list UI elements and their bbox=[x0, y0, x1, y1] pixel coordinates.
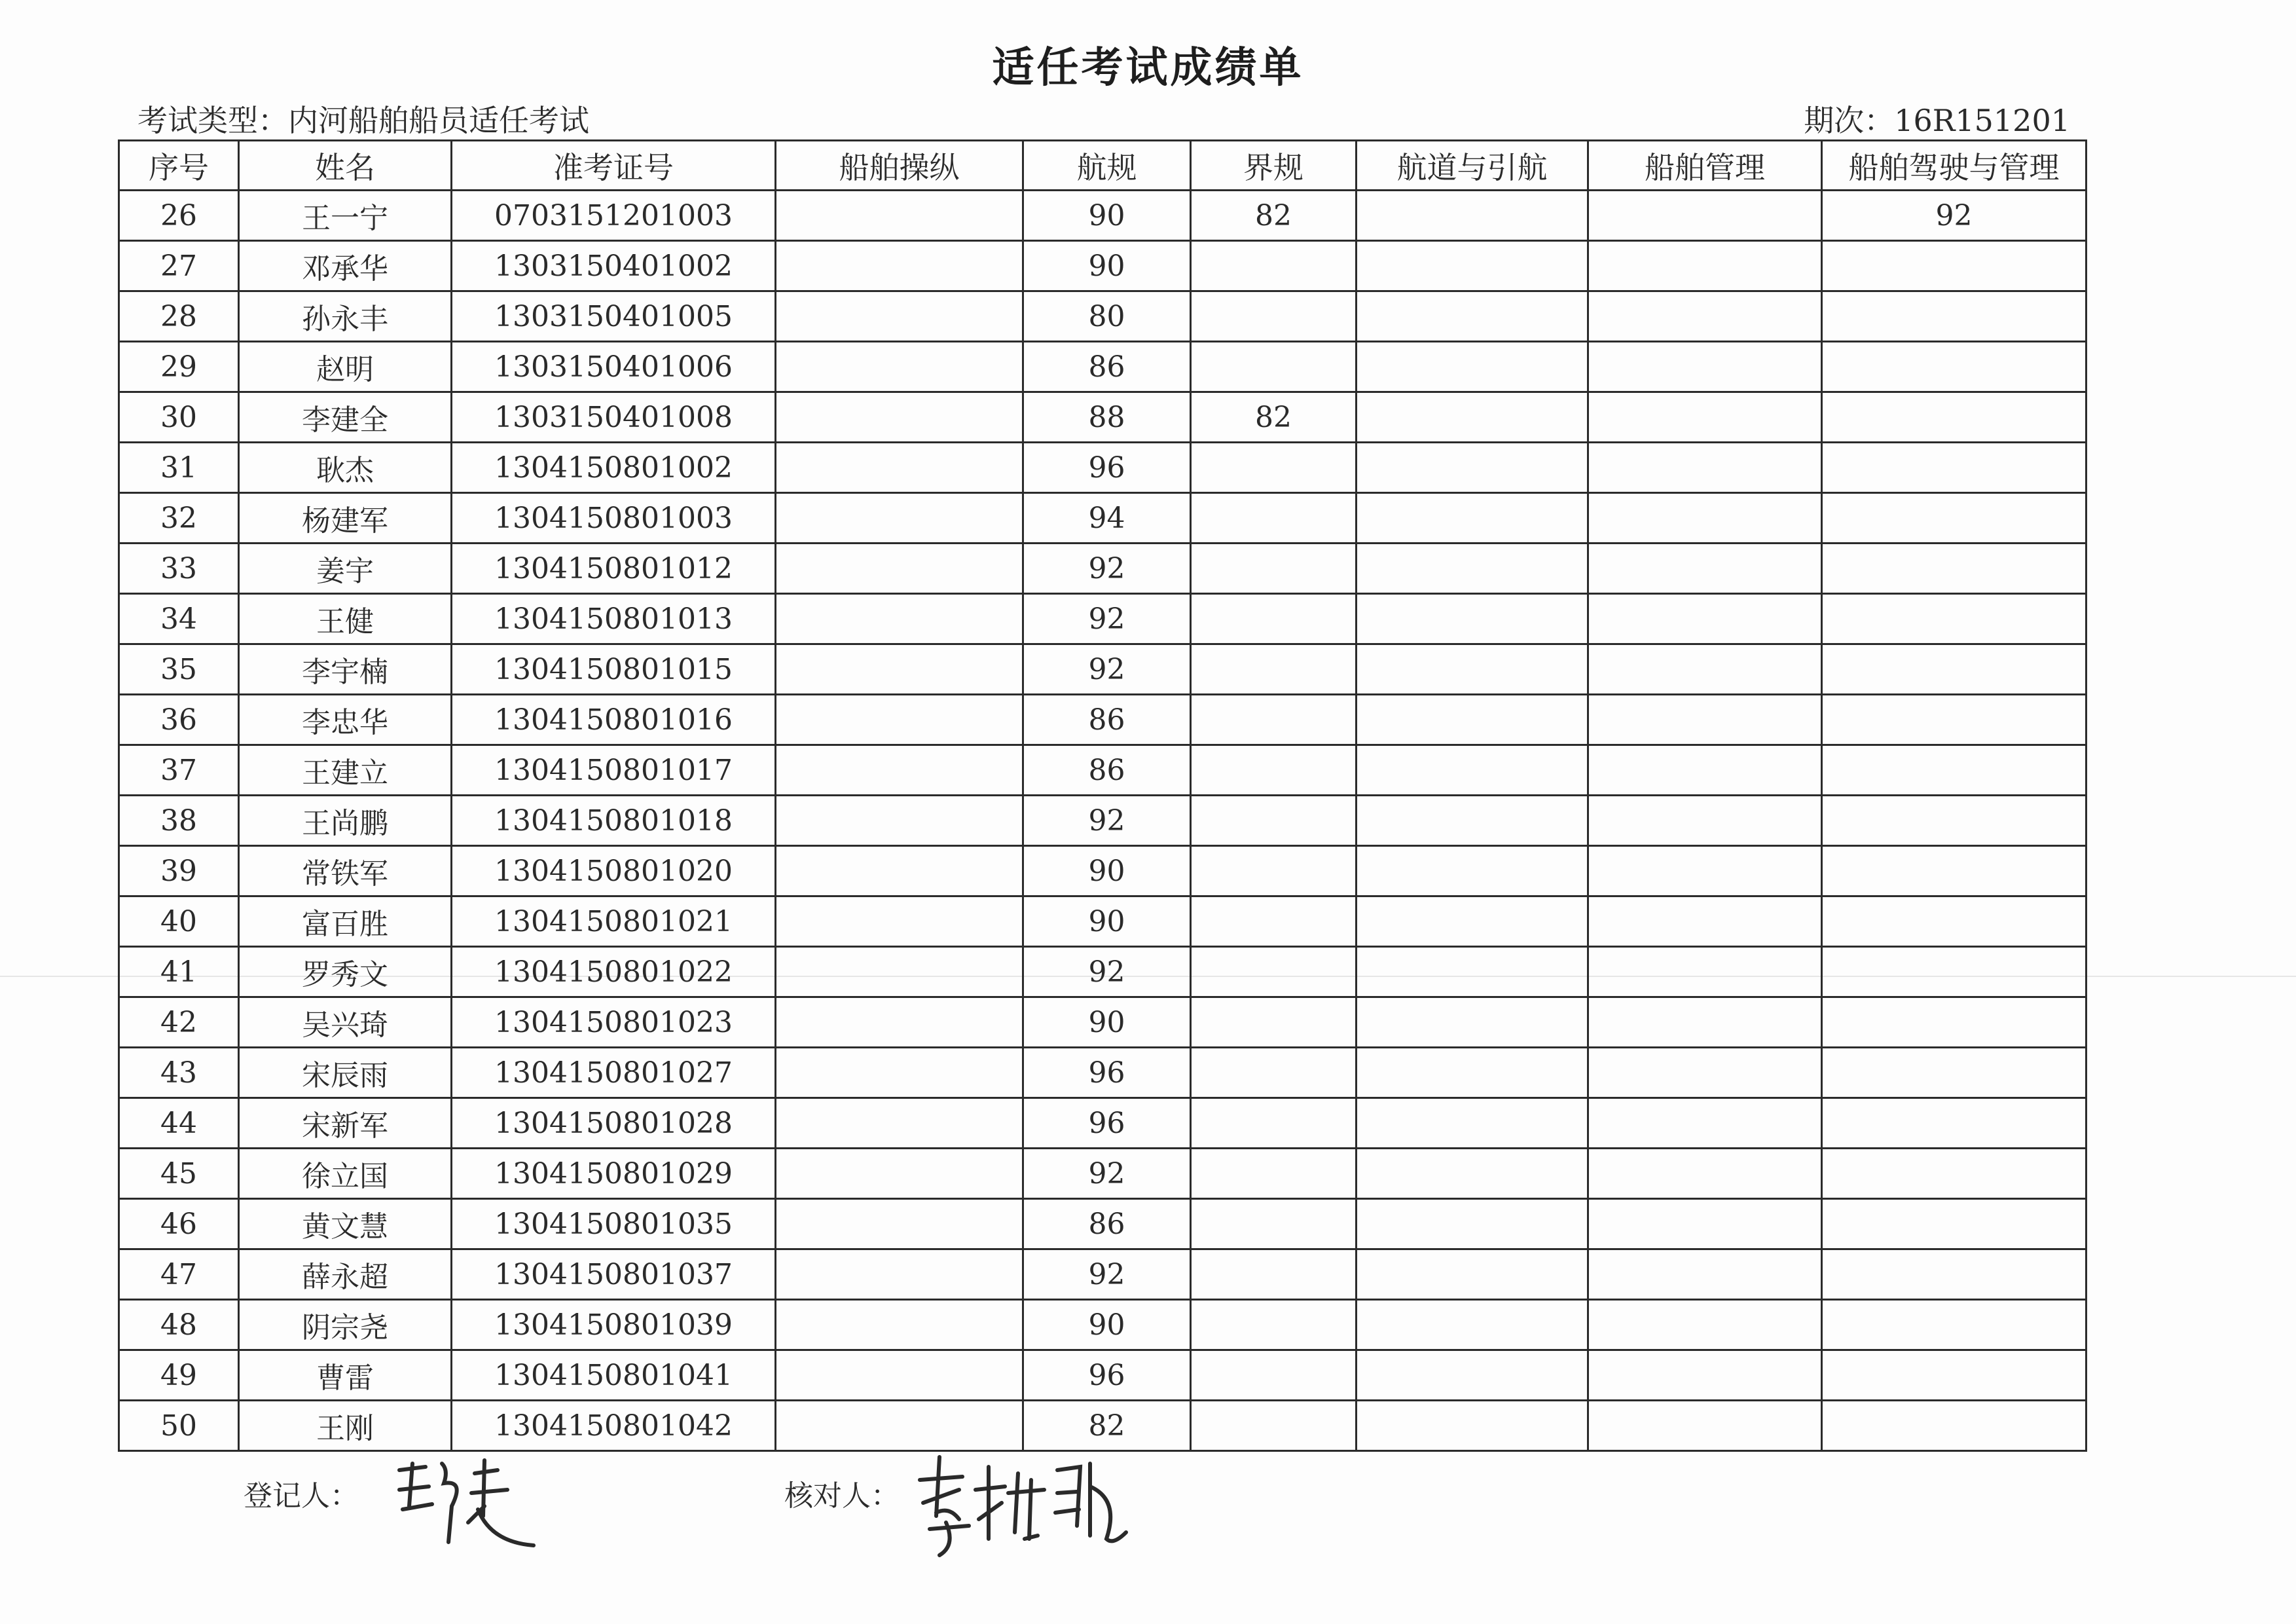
table-row bbox=[119, 644, 2086, 695]
cell-ship-handling bbox=[776, 594, 1023, 644]
cell-ticket: 1304150801020 bbox=[452, 846, 776, 896]
cell-ship-handling bbox=[776, 644, 1023, 695]
cell-ticket: 1303150401006 bbox=[452, 342, 776, 392]
cell-boundary-rules bbox=[1191, 896, 1357, 947]
cell-driving-management bbox=[1822, 1048, 2086, 1098]
cell-nav-rules: 92 bbox=[1023, 796, 1191, 846]
cell-seq: 34 bbox=[119, 594, 239, 644]
cell-channel-pilotage bbox=[1357, 1149, 1588, 1199]
cell-seq: 26 bbox=[119, 191, 239, 241]
cell-boundary-rules bbox=[1191, 1249, 1357, 1300]
cell-seq: 37 bbox=[119, 745, 239, 796]
cell-seq: 38 bbox=[119, 796, 239, 846]
col-header-name: 姓名 bbox=[239, 141, 452, 191]
cell-channel-pilotage bbox=[1357, 1249, 1588, 1300]
cell-boundary-rules bbox=[1191, 1300, 1357, 1350]
cell-nav-rules: 92 bbox=[1023, 1249, 1191, 1300]
cell-driving-management bbox=[1822, 1300, 2086, 1350]
cell-ship-management bbox=[1588, 1401, 1822, 1451]
cell-driving-management bbox=[1822, 594, 2086, 644]
cell-boundary-rules bbox=[1191, 1350, 1357, 1401]
cell-ship-handling bbox=[776, 392, 1023, 443]
cell-ship-management bbox=[1588, 493, 1822, 544]
table-row bbox=[119, 745, 2086, 796]
cell-name: 杨建军 bbox=[239, 493, 452, 544]
exam-type: 考试类型：内河船舶船员适任考试 bbox=[137, 103, 589, 138]
cell-driving-management bbox=[1822, 1401, 2086, 1451]
cell-driving-management bbox=[1822, 392, 2086, 443]
table-row bbox=[119, 947, 2086, 997]
col-header-boundary-rules: 界规 bbox=[1191, 141, 1357, 191]
table-row bbox=[119, 544, 2086, 594]
cell-boundary-rules bbox=[1191, 1098, 1357, 1149]
document-title: 适任考试成绩单 bbox=[992, 43, 1304, 92]
cell-boundary-rules bbox=[1191, 241, 1357, 291]
cell-ship-handling bbox=[776, 1350, 1023, 1401]
cell-driving-management bbox=[1822, 1199, 2086, 1249]
registrar-label: 登记人： bbox=[244, 1479, 359, 1513]
cell-seq: 42 bbox=[119, 997, 239, 1048]
cell-driving-management: 92 bbox=[1822, 191, 2086, 241]
cell-channel-pilotage bbox=[1357, 644, 1588, 695]
cell-channel-pilotage bbox=[1357, 846, 1588, 896]
cell-nav-rules: 96 bbox=[1023, 1098, 1191, 1149]
cell-name: 黄文慧 bbox=[239, 1199, 452, 1249]
cell-channel-pilotage bbox=[1357, 1300, 1588, 1350]
cell-driving-management bbox=[1822, 896, 2086, 947]
cell-nav-rules: 96 bbox=[1023, 1350, 1191, 1401]
cell-driving-management bbox=[1822, 1098, 2086, 1149]
cell-driving-management bbox=[1822, 947, 2086, 997]
cell-ship-handling bbox=[776, 1149, 1023, 1199]
cell-driving-management bbox=[1822, 644, 2086, 695]
cell-boundary-rules bbox=[1191, 997, 1357, 1048]
checker-label: 核对人： bbox=[784, 1479, 900, 1513]
cell-ship-management bbox=[1588, 695, 1822, 745]
table-row bbox=[119, 493, 2086, 544]
cell-channel-pilotage bbox=[1357, 695, 1588, 745]
cell-name: 薛永超 bbox=[239, 1249, 452, 1300]
cell-nav-rules: 86 bbox=[1023, 1199, 1191, 1249]
cell-name: 耿杰 bbox=[239, 443, 452, 493]
cell-name: 王建立 bbox=[239, 745, 452, 796]
cell-ticket: 1304150801013 bbox=[452, 594, 776, 644]
cell-nav-rules: 94 bbox=[1023, 493, 1191, 544]
cell-ship-management bbox=[1588, 544, 1822, 594]
cell-seq: 50 bbox=[119, 1401, 239, 1451]
cell-channel-pilotage bbox=[1357, 745, 1588, 796]
cell-driving-management bbox=[1822, 1149, 2086, 1199]
cell-name: 王一宁 bbox=[239, 191, 452, 241]
cell-ship-management bbox=[1588, 191, 1822, 241]
cell-boundary-rules bbox=[1191, 291, 1357, 342]
cell-ship-handling bbox=[776, 1300, 1023, 1350]
cell-ship-handling bbox=[776, 544, 1023, 594]
cell-nav-rules: 86 bbox=[1023, 745, 1191, 796]
cell-name: 孙永丰 bbox=[239, 291, 452, 342]
cell-ship-management bbox=[1588, 947, 1822, 997]
cell-ship-handling bbox=[776, 1199, 1023, 1249]
cell-ship-handling bbox=[776, 342, 1023, 392]
table-row bbox=[119, 1199, 2086, 1249]
cell-seq: 39 bbox=[119, 846, 239, 896]
col-header-driving-management: 船舶驾驶与管理 bbox=[1822, 141, 2086, 191]
cell-boundary-rules bbox=[1191, 1048, 1357, 1098]
cell-channel-pilotage bbox=[1357, 997, 1588, 1048]
cell-seq: 47 bbox=[119, 1249, 239, 1300]
cell-ticket: 1304150801012 bbox=[452, 544, 776, 594]
cell-name: 王健 bbox=[239, 594, 452, 644]
cell-ticket: 1304150801021 bbox=[452, 896, 776, 947]
cell-boundary-rules bbox=[1191, 1401, 1357, 1451]
cell-seq: 36 bbox=[119, 695, 239, 745]
cell-channel-pilotage bbox=[1357, 191, 1588, 241]
col-header-ship-handling: 船舶操纵 bbox=[776, 141, 1023, 191]
cell-seq: 41 bbox=[119, 947, 239, 997]
cell-nav-rules: 86 bbox=[1023, 695, 1191, 745]
cell-name: 阴宗尧 bbox=[239, 1300, 452, 1350]
cell-nav-rules: 90 bbox=[1023, 191, 1191, 241]
cell-ship-management bbox=[1588, 1098, 1822, 1149]
cell-ship-handling bbox=[776, 241, 1023, 291]
cell-channel-pilotage bbox=[1357, 1401, 1588, 1451]
table-header-row bbox=[119, 141, 2086, 191]
cell-ship-management bbox=[1588, 745, 1822, 796]
cell-ticket: 1304150801029 bbox=[452, 1149, 776, 1199]
cell-channel-pilotage bbox=[1357, 594, 1588, 644]
cell-ship-management bbox=[1588, 1149, 1822, 1199]
cell-ticket: 1304150801002 bbox=[452, 443, 776, 493]
col-header-nav-rules: 航规 bbox=[1023, 141, 1191, 191]
cell-ship-handling bbox=[776, 1249, 1023, 1300]
cell-ship-management bbox=[1588, 796, 1822, 846]
cell-boundary-rules bbox=[1191, 846, 1357, 896]
cell-seq: 35 bbox=[119, 644, 239, 695]
cell-ship-handling bbox=[776, 291, 1023, 342]
cell-boundary-rules bbox=[1191, 947, 1357, 997]
cell-driving-management bbox=[1822, 1350, 2086, 1401]
table-body bbox=[119, 191, 2086, 1451]
cell-channel-pilotage bbox=[1357, 796, 1588, 846]
cell-name: 李忠华 bbox=[239, 695, 452, 745]
cell-channel-pilotage bbox=[1357, 392, 1588, 443]
cell-ticket: 1303150401005 bbox=[452, 291, 776, 342]
cell-ticket: 1304150801017 bbox=[452, 745, 776, 796]
cell-boundary-rules bbox=[1191, 644, 1357, 695]
cell-name: 李宇楠 bbox=[239, 644, 452, 695]
cell-boundary-rules bbox=[1191, 443, 1357, 493]
cell-ticket: 1304150801041 bbox=[452, 1350, 776, 1401]
cell-ship-management bbox=[1588, 896, 1822, 947]
cell-seq: 48 bbox=[119, 1300, 239, 1350]
cell-channel-pilotage bbox=[1357, 342, 1588, 392]
table-row bbox=[119, 594, 2086, 644]
table-row bbox=[119, 796, 2086, 846]
cell-channel-pilotage bbox=[1357, 493, 1588, 544]
cell-ship-management bbox=[1588, 1249, 1822, 1300]
cell-boundary-rules bbox=[1191, 695, 1357, 745]
exam-period: 期次：16R151201 bbox=[1804, 103, 2070, 138]
cell-name: 常铁军 bbox=[239, 846, 452, 896]
cell-name: 李建全 bbox=[239, 392, 452, 443]
cell-nav-rules: 96 bbox=[1023, 443, 1191, 493]
cell-nav-rules: 92 bbox=[1023, 947, 1191, 997]
cell-ship-handling bbox=[776, 191, 1023, 241]
cell-boundary-rules bbox=[1191, 594, 1357, 644]
cell-ship-management bbox=[1588, 291, 1822, 342]
cell-ticket: 1304150801028 bbox=[452, 1098, 776, 1149]
cell-channel-pilotage bbox=[1357, 896, 1588, 947]
table-row bbox=[119, 1350, 2086, 1401]
col-header-seq: 序号 bbox=[119, 141, 239, 191]
cell-nav-rules: 88 bbox=[1023, 392, 1191, 443]
cell-channel-pilotage bbox=[1357, 947, 1588, 997]
cell-boundary-rules bbox=[1191, 745, 1357, 796]
cell-ship-management bbox=[1588, 644, 1822, 695]
cell-ticket: 1304150801022 bbox=[452, 947, 776, 997]
cell-ship-management bbox=[1588, 392, 1822, 443]
cell-ticket: 1304150801018 bbox=[452, 796, 776, 846]
table-row bbox=[119, 1149, 2086, 1199]
cell-channel-pilotage bbox=[1357, 291, 1588, 342]
table-row bbox=[119, 191, 2086, 241]
cell-ship-management bbox=[1588, 594, 1822, 644]
cell-channel-pilotage bbox=[1357, 443, 1588, 493]
cell-nav-rules: 82 bbox=[1023, 1401, 1191, 1451]
cell-nav-rules: 92 bbox=[1023, 644, 1191, 695]
cell-driving-management bbox=[1822, 745, 2086, 796]
cell-ship-handling bbox=[776, 846, 1023, 896]
cell-name: 赵明 bbox=[239, 342, 452, 392]
cell-name: 宋新军 bbox=[239, 1098, 452, 1149]
cell-ship-handling bbox=[776, 493, 1023, 544]
cell-seq: 49 bbox=[119, 1350, 239, 1401]
cell-ship-handling bbox=[776, 947, 1023, 997]
score-table bbox=[118, 139, 2087, 1452]
cell-name: 王刚 bbox=[239, 1401, 452, 1451]
cell-seq: 28 bbox=[119, 291, 239, 342]
table-row bbox=[119, 1300, 2086, 1350]
registrar-signature bbox=[386, 1444, 543, 1562]
cell-driving-management bbox=[1822, 846, 2086, 896]
cell-driving-management bbox=[1822, 291, 2086, 342]
cell-channel-pilotage bbox=[1357, 241, 1588, 291]
cell-name: 王尚鹏 bbox=[239, 796, 452, 846]
cell-ship-management bbox=[1588, 1199, 1822, 1249]
cell-driving-management bbox=[1822, 493, 2086, 544]
cell-boundary-rules: 82 bbox=[1191, 392, 1357, 443]
cell-ship-management bbox=[1588, 997, 1822, 1048]
cell-ship-handling bbox=[776, 796, 1023, 846]
cell-driving-management bbox=[1822, 342, 2086, 392]
cell-boundary-rules bbox=[1191, 1199, 1357, 1249]
cell-channel-pilotage bbox=[1357, 1350, 1588, 1401]
cell-ticket: 1303150401002 bbox=[452, 241, 776, 291]
cell-nav-rules: 92 bbox=[1023, 544, 1191, 594]
checker-signature bbox=[910, 1441, 1133, 1559]
cell-boundary-rules bbox=[1191, 342, 1357, 392]
cell-seq: 32 bbox=[119, 493, 239, 544]
cell-name: 宋辰雨 bbox=[239, 1048, 452, 1098]
table-row bbox=[119, 1048, 2086, 1098]
table-row bbox=[119, 392, 2086, 443]
cell-ticket: 1303150401008 bbox=[452, 392, 776, 443]
cell-ticket: 1304150801039 bbox=[452, 1300, 776, 1350]
table-row bbox=[119, 1249, 2086, 1300]
cell-ship-handling bbox=[776, 695, 1023, 745]
cell-nav-rules: 96 bbox=[1023, 1048, 1191, 1098]
cell-ticket: 1304150801037 bbox=[452, 1249, 776, 1300]
cell-name: 姜宇 bbox=[239, 544, 452, 594]
cell-seq: 46 bbox=[119, 1199, 239, 1249]
cell-channel-pilotage bbox=[1357, 1199, 1588, 1249]
table-row bbox=[119, 241, 2086, 291]
cell-channel-pilotage bbox=[1357, 544, 1588, 594]
cell-name: 吴兴琦 bbox=[239, 997, 452, 1048]
cell-name: 徐立国 bbox=[239, 1149, 452, 1199]
cell-ship-handling bbox=[776, 1048, 1023, 1098]
cell-nav-rules: 86 bbox=[1023, 342, 1191, 392]
cell-ticket: 1304150801042 bbox=[452, 1401, 776, 1451]
cell-ship-management bbox=[1588, 443, 1822, 493]
cell-seq: 40 bbox=[119, 896, 239, 947]
cell-seq: 43 bbox=[119, 1048, 239, 1098]
cell-ticket: 1304150801015 bbox=[452, 644, 776, 695]
cell-ship-handling bbox=[776, 1098, 1023, 1149]
cell-ticket: 1304150801023 bbox=[452, 997, 776, 1048]
table-row bbox=[119, 342, 2086, 392]
cell-driving-management bbox=[1822, 544, 2086, 594]
cell-ship-handling bbox=[776, 896, 1023, 947]
table-row bbox=[119, 846, 2086, 896]
col-header-ship-management: 船舶管理 bbox=[1588, 141, 1822, 191]
cell-ship-management bbox=[1588, 342, 1822, 392]
cell-nav-rules: 92 bbox=[1023, 594, 1191, 644]
col-header-ticket: 准考证号 bbox=[452, 141, 776, 191]
cell-name: 罗秀文 bbox=[239, 947, 452, 997]
cell-ship-management bbox=[1588, 241, 1822, 291]
cell-seq: 44 bbox=[119, 1098, 239, 1149]
cell-ship-management bbox=[1588, 1350, 1822, 1401]
cell-ship-handling bbox=[776, 745, 1023, 796]
cell-channel-pilotage bbox=[1357, 1048, 1588, 1098]
cell-nav-rules: 90 bbox=[1023, 846, 1191, 896]
cell-nav-rules: 80 bbox=[1023, 291, 1191, 342]
cell-channel-pilotage bbox=[1357, 1098, 1588, 1149]
cell-nav-rules: 90 bbox=[1023, 997, 1191, 1048]
cell-ship-management bbox=[1588, 1300, 1822, 1350]
cell-ship-management bbox=[1588, 1048, 1822, 1098]
cell-seq: 33 bbox=[119, 544, 239, 594]
cell-nav-rules: 90 bbox=[1023, 896, 1191, 947]
cell-ticket: 0703151201003 bbox=[452, 191, 776, 241]
table-row bbox=[119, 997, 2086, 1048]
cell-driving-management bbox=[1822, 1249, 2086, 1300]
table-row bbox=[119, 695, 2086, 745]
cell-name: 富百胜 bbox=[239, 896, 452, 947]
table-row bbox=[119, 896, 2086, 947]
cell-driving-management bbox=[1822, 997, 2086, 1048]
cell-seq: 45 bbox=[119, 1149, 239, 1199]
cell-ticket: 1304150801035 bbox=[452, 1199, 776, 1249]
cell-seq: 29 bbox=[119, 342, 239, 392]
cell-nav-rules: 90 bbox=[1023, 1300, 1191, 1350]
cell-nav-rules: 90 bbox=[1023, 241, 1191, 291]
cell-boundary-rules: 82 bbox=[1191, 191, 1357, 241]
table-row bbox=[119, 443, 2086, 493]
cell-driving-management bbox=[1822, 695, 2086, 745]
cell-ship-management bbox=[1588, 846, 1822, 896]
cell-nav-rules: 92 bbox=[1023, 1149, 1191, 1199]
cell-ship-handling bbox=[776, 443, 1023, 493]
cell-seq: 31 bbox=[119, 443, 239, 493]
cell-driving-management bbox=[1822, 443, 2086, 493]
cell-name: 邓承华 bbox=[239, 241, 452, 291]
cell-boundary-rules bbox=[1191, 796, 1357, 846]
table-row bbox=[119, 291, 2086, 342]
cell-ship-handling bbox=[776, 997, 1023, 1048]
cell-name: 曹雷 bbox=[239, 1350, 452, 1401]
cell-driving-management bbox=[1822, 796, 2086, 846]
cell-boundary-rules bbox=[1191, 544, 1357, 594]
cell-driving-management bbox=[1822, 241, 2086, 291]
cell-seq: 27 bbox=[119, 241, 239, 291]
cell-seq: 30 bbox=[119, 392, 239, 443]
col-header-channel-pilotage: 航道与引航 bbox=[1357, 141, 1588, 191]
cell-ticket: 1304150801003 bbox=[452, 493, 776, 544]
cell-ticket: 1304150801016 bbox=[452, 695, 776, 745]
cell-boundary-rules bbox=[1191, 1149, 1357, 1199]
cell-boundary-rules bbox=[1191, 493, 1357, 544]
table-row bbox=[119, 1098, 2086, 1149]
cell-ticket: 1304150801027 bbox=[452, 1048, 776, 1098]
